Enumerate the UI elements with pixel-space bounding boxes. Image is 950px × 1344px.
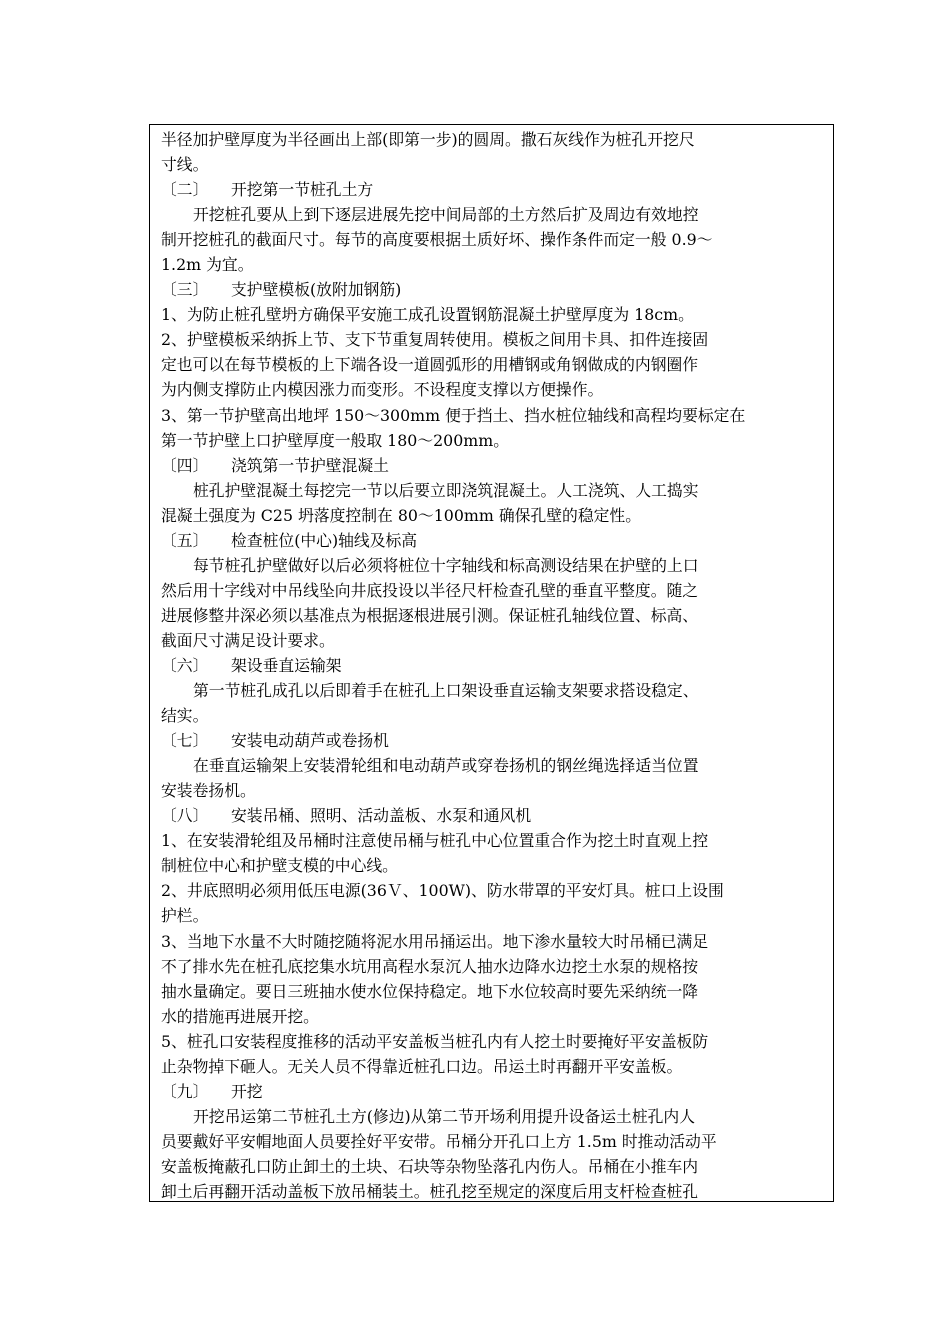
paragraph-line: 第一节护壁上口护壁厚度一般取 180～200mm。 — [161, 430, 510, 450]
section-title: 支护壁模板(放附加钢筋) — [231, 280, 402, 300]
paragraph-line: 水的措施再进展开挖。 — [161, 1006, 319, 1026]
paragraph-line: 制桩位中心和护壁支模的中心线。 — [161, 856, 398, 876]
paragraph-line: 3、第一节护壁高出地坪 150～300mm 便于挡土、挡水桩位轴线和高程均要标定在 — [161, 405, 746, 425]
paragraph-line: 在垂直运输架上安装滑轮组和电动葫芦或穿卷扬机的钢丝绳选择适当位置 — [193, 756, 699, 776]
paragraph-line: 1、为防止桩孔壁坍方确保平安施工成孔设置钢筋混凝土护壁厚度为 18cm。 — [161, 305, 694, 325]
paragraph-line: 员要戴好平安帽地面人员要拴好平安带。吊桶分开孔口上方 1.5m 时推动活动平 — [161, 1131, 717, 1151]
paragraph-line: 每节桩孔护壁做好以后必须将桩位十字轴线和标高测设结果在护壁的上口 — [193, 555, 699, 575]
document-body — [161, 127, 827, 1202]
paragraph-line: 护栏。 — [161, 906, 209, 926]
paragraph-line: 混凝土强度为 C25 坍落度控制在 80～100mm 确保孔壁的稳定性。 — [161, 505, 642, 525]
paragraph-line: 3、当地下水量不大时随挖随将泥水用吊捅运出。地下渗水量较大时吊桶已满足 — [161, 931, 709, 951]
section-number: 〔六〕 — [161, 655, 209, 675]
section-heading — [161, 1079, 827, 1104]
section-heading — [161, 803, 827, 828]
paragraph-line: 2、护壁模板采纳拆上节、支下节重复周转使用。模板之间用卡具、扣件连接固 — [161, 330, 709, 350]
paragraph-line: 开挖桩孔要从上到下逐层进展先挖中间局部的土方然后扩及周边有效地控 — [193, 205, 699, 225]
paragraph-line: 抽水量确定。要日三班抽水使水位保持稳定。地下水位较高时要先采纳统一降 — [161, 981, 699, 1001]
paragraph-line: 1.2m 为宜。 — [161, 255, 254, 275]
section-heading — [161, 528, 827, 553]
paragraph-line: 止杂物掉下砸人。无关人员不得靠近桩孔口边。吊运土时再翻开平安盖板。 — [161, 1056, 683, 1076]
section-heading — [161, 277, 827, 302]
paragraph-line: 1、在安装滑轮组及吊桶时注意使吊桶与桩孔中心位置重合作为挖土时直观上控 — [161, 831, 709, 851]
section-number: 〔八〕 — [161, 806, 209, 826]
section-title: 架设垂直运输架 — [231, 655, 342, 675]
section-title: 浇筑第一节护壁混凝土 — [231, 455, 389, 475]
paragraph-line: 制开挖桩孔的截面尺寸。每节的高度要根据土质好坏、操作条件而定一般 0.9～ — [161, 230, 713, 250]
paragraph-line: 2、井底照明必须用低压电源(36Ｖ、100W)、防水带罩的平安灯具。桩口上设围 — [161, 881, 724, 901]
paragraph-line: 5、桩孔口安装程度推移的活动平安盖板当桩孔内有人挖土时要掩好平安盖板防 — [161, 1031, 709, 1051]
section-number: 〔二〕 — [161, 180, 209, 200]
paragraph-line: 开挖吊运第二节桩孔土方(修边)从第二节开场利用提升设备运土桩孔内人 — [193, 1106, 696, 1126]
section-title: 开挖第一节桩孔土方 — [231, 180, 374, 200]
paragraph-line: 第一节桩孔成孔以后即着手在桩孔上口架设垂直运输支架要求搭设稳定、 — [193, 681, 699, 701]
section-heading — [161, 453, 827, 478]
paragraph-line: 结实。 — [161, 706, 209, 726]
document-frame — [149, 124, 834, 1202]
paragraph-line: 然后用十字线对中吊线坠向井底投设以半径尺杆检查孔壁的垂直平整度。随之 — [161, 580, 699, 600]
paragraph-line: 截面尺寸满足设计要求。 — [161, 630, 335, 650]
paragraph-line: 为内侧支撑防止内模因涨力而变形。不设程度支撑以方便操作。 — [161, 380, 604, 400]
paragraph-line: 半径加护壁厚度为半径画出上部(即第一步)的圆周。撒石灰线作为桩孔开挖尺 — [161, 130, 695, 149]
section-heading — [161, 177, 827, 202]
paragraph-line: 寸线。 — [161, 155, 209, 175]
section-number: 〔七〕 — [161, 731, 209, 751]
section-number: 〔三〕 — [161, 280, 209, 300]
paragraph-line: 桩孔护壁混凝土每挖完一节以后要立即浇筑混凝土。人工浇筑、人工捣实 — [193, 480, 699, 500]
section-number: 〔五〕 — [161, 530, 209, 550]
paragraph-line: 卸土后再翻开活动盖板下放吊桶装土。桩孔挖至规定的深度后用支杆检查桩孔 — [161, 1181, 699, 1201]
section-number: 〔四〕 — [161, 455, 209, 475]
section-heading — [161, 653, 827, 678]
paragraph-line: 安装卷扬机。 — [161, 781, 256, 801]
paragraph-line: 不了排水先在桩孔底挖集水坑用高程水泵沉人抽水边降水边挖土水泵的规格按 — [161, 956, 699, 976]
paragraph-line: 进展修整井深必须以基准点为根据逐根进展引测。保证桩孔轴线位置、标高、 — [161, 605, 699, 625]
section-number: 〔九〕 — [161, 1081, 209, 1101]
paragraph-line: 定也可以在每节模板的上下端各设一道圆弧形的用槽钢或角钢做成的内钢圈作 — [161, 355, 699, 375]
paragraph-line: 安盖板掩蔽孔口防止卸土的土块、石块等杂物坠落孔内伤人。吊桶在小推车内 — [161, 1156, 699, 1176]
section-title: 安装电动葫芦或卷扬机 — [231, 731, 389, 751]
section-title: 检查桩位(中心)轴线及标高 — [231, 530, 418, 550]
section-title: 开挖 — [231, 1081, 263, 1101]
section-heading — [161, 728, 827, 753]
section-title: 安装吊桶、照明、活动盖板、水泵和通风机 — [231, 806, 532, 826]
